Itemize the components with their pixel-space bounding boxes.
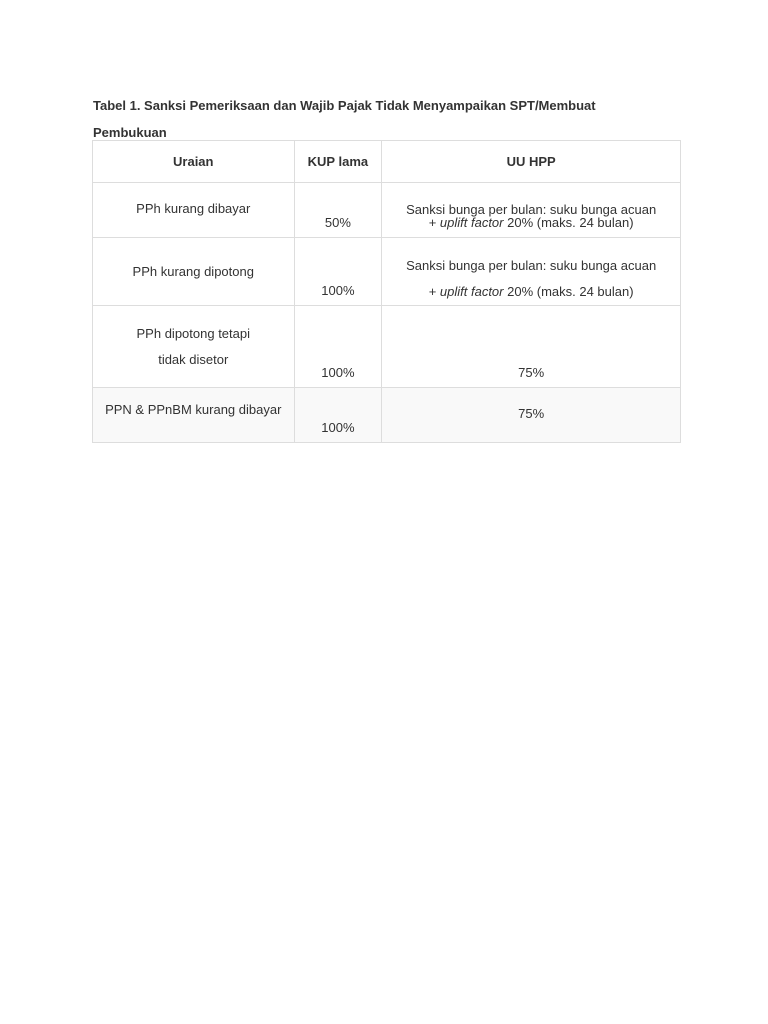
uu-hpp-prefix: +	[428, 215, 440, 230]
cell-uraian	[93, 238, 295, 306]
uu-hpp-italic: uplift factor	[439, 284, 504, 299]
cell-uraian	[93, 306, 295, 388]
uraian-text: PPh kurang dipotong	[132, 264, 254, 279]
uu-hpp-line-1: Sanksi bunga per bulan: suku bunga acuan	[406, 202, 657, 217]
uu-hpp-suffix: 20% (maks. 24 bulan)	[503, 284, 634, 299]
caption-line-1: Tabel 1. Sanksi Pemeriksaan dan Wajib Pajak Tidak Menyampaikan SPT/Membuat	[93, 98, 596, 113]
kup-lama-value: 50%	[324, 215, 351, 230]
cell-kup-lama	[294, 306, 382, 388]
uraian-text: PPN & PPnBM kurang dibayar	[105, 401, 282, 417]
table-row	[93, 238, 681, 306]
uu-hpp-italic: uplift factor	[439, 215, 504, 230]
cell-kup-lama	[294, 183, 382, 238]
cell-kup-lama	[294, 388, 382, 443]
cell-uraian	[93, 183, 295, 238]
kup-lama-value: 100%	[321, 283, 355, 298]
table-header-row	[93, 141, 681, 183]
header-uu-hpp: UU HPP	[382, 141, 681, 183]
table-row	[93, 183, 681, 238]
header-kup-lama: KUP lama	[294, 141, 382, 183]
kup-lama-value: 100%	[321, 420, 355, 435]
cell-uraian	[93, 388, 295, 443]
kup-lama-value: 100%	[321, 365, 355, 380]
table-caption	[93, 92, 693, 146]
uu-hpp-value: 75%	[518, 406, 545, 421]
header-uraian: Uraian	[93, 141, 295, 183]
caption-line-2: Pembukuan	[93, 125, 167, 140]
cell-uu-hpp	[382, 306, 681, 388]
uu-hpp-prefix: +	[428, 284, 440, 299]
uu-hpp-suffix: 20% (maks. 24 bulan)	[503, 215, 634, 230]
uu-hpp-text	[388, 203, 674, 237]
table-row	[93, 306, 681, 388]
cell-uu-hpp	[382, 238, 681, 306]
table-row	[93, 388, 681, 443]
cell-uu-hpp	[382, 183, 681, 238]
cell-kup-lama	[294, 238, 382, 306]
uu-hpp-line-1: Sanksi bunga per bulan: suku bunga acuan	[406, 258, 657, 273]
cell-uu-hpp	[382, 388, 681, 443]
uraian-text: PPh kurang dibayar	[136, 201, 251, 216]
uu-hpp-text	[388, 253, 674, 305]
uu-hpp-value: 75%	[518, 365, 545, 380]
sanksi-table	[92, 140, 681, 443]
uraian-text: PPh dipotong tetapi tidak disetor	[136, 325, 250, 367]
